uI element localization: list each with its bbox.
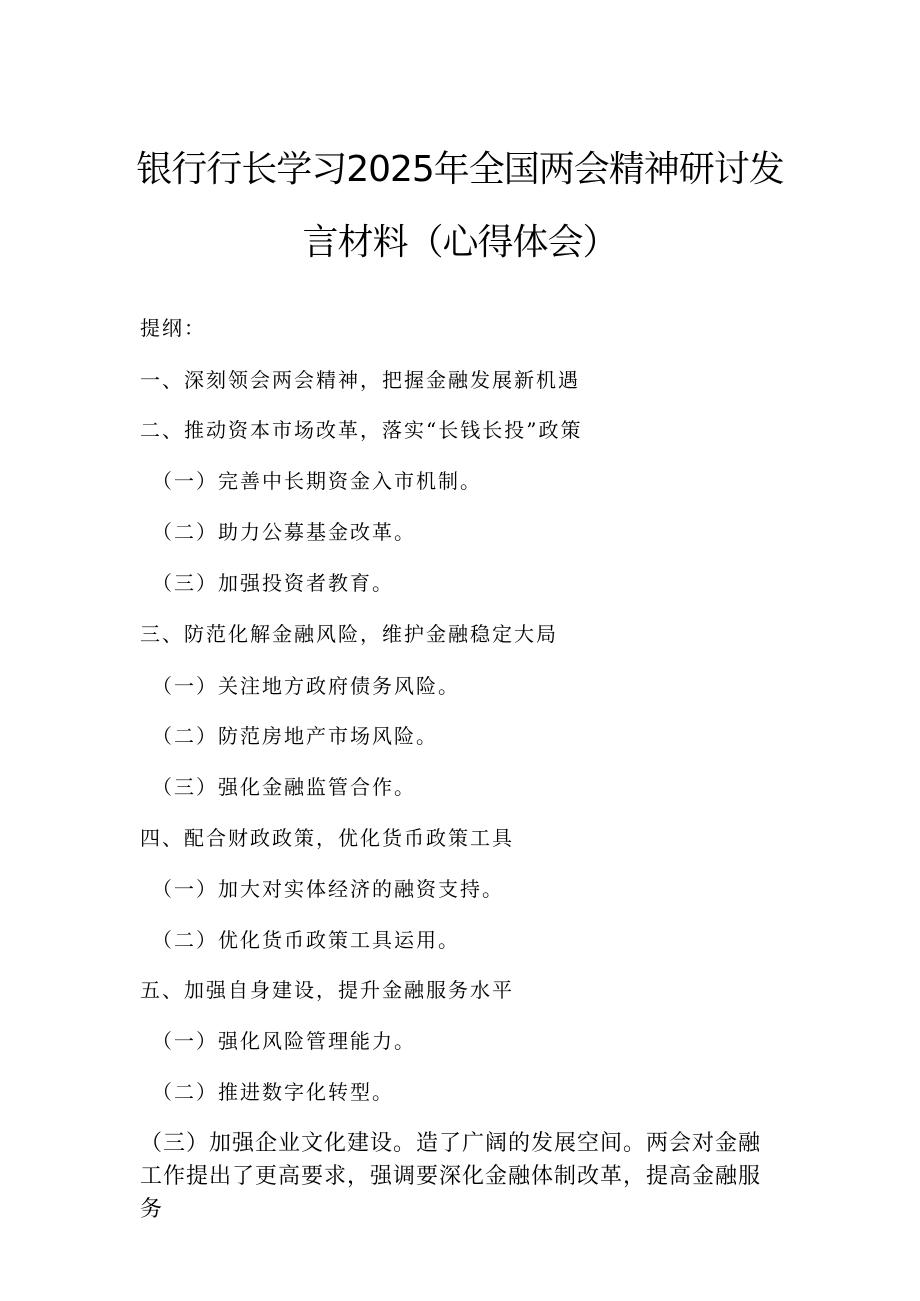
body-paragraph: （三）加强企业文化建设。造了广阔的发展空间。两会对金融工作提出了更高要求，强调要深化金融体制改革，提高金融服务 [140,1131,762,1222]
outline-heading-1: 一、深刻领会两会精神，把握金融发展新机遇 [140,368,580,392]
outline-subitem-5-2: （二）推进数字化转型。 [152,1080,394,1104]
document-title-line-1: 银行行长学习2025年全国两会精神研讨发 [136,149,784,190]
outline-subitem-2-3: （三）加强投资者教育。 [152,571,394,595]
outline-heading-2: 二、推动资本市场改革，落实“长钱长投”政策 [140,418,583,442]
outline-subitem-4-1: （一）加大对实体经济的融资支持。 [152,877,504,901]
outline-heading-3: 三、防范化解金融风险，维护金融稳定大局 [140,622,558,646]
outline-subitem-5-1: （一）强化风险管理能力。 [152,1029,416,1053]
outline-subitem-3-1: （一）关注地方政府债务风险。 [152,674,460,698]
outline-subitem-3-2: （二）防范房地产市场风险。 [152,724,438,748]
document-title-line-2: 言材料（心得体会） [302,222,618,263]
outline-label: 提纲： [140,316,206,340]
outline-subitem-3-3: （三）强化金融监管合作。 [152,775,416,799]
outline-subitem-2-1: （一）完善中长期资金入市机制。 [152,469,482,493]
outline-heading-4: 四、配合财政政策，优化货币政策工具 [140,826,514,850]
outline-subitem-4-2: （二）优化货币政策工具运用。 [152,928,460,952]
outline-heading-5: 五、加强自身建设，提升金融服务水平 [140,978,514,1002]
outline-subitem-2-2: （二）助力公募基金改革。 [152,520,416,544]
